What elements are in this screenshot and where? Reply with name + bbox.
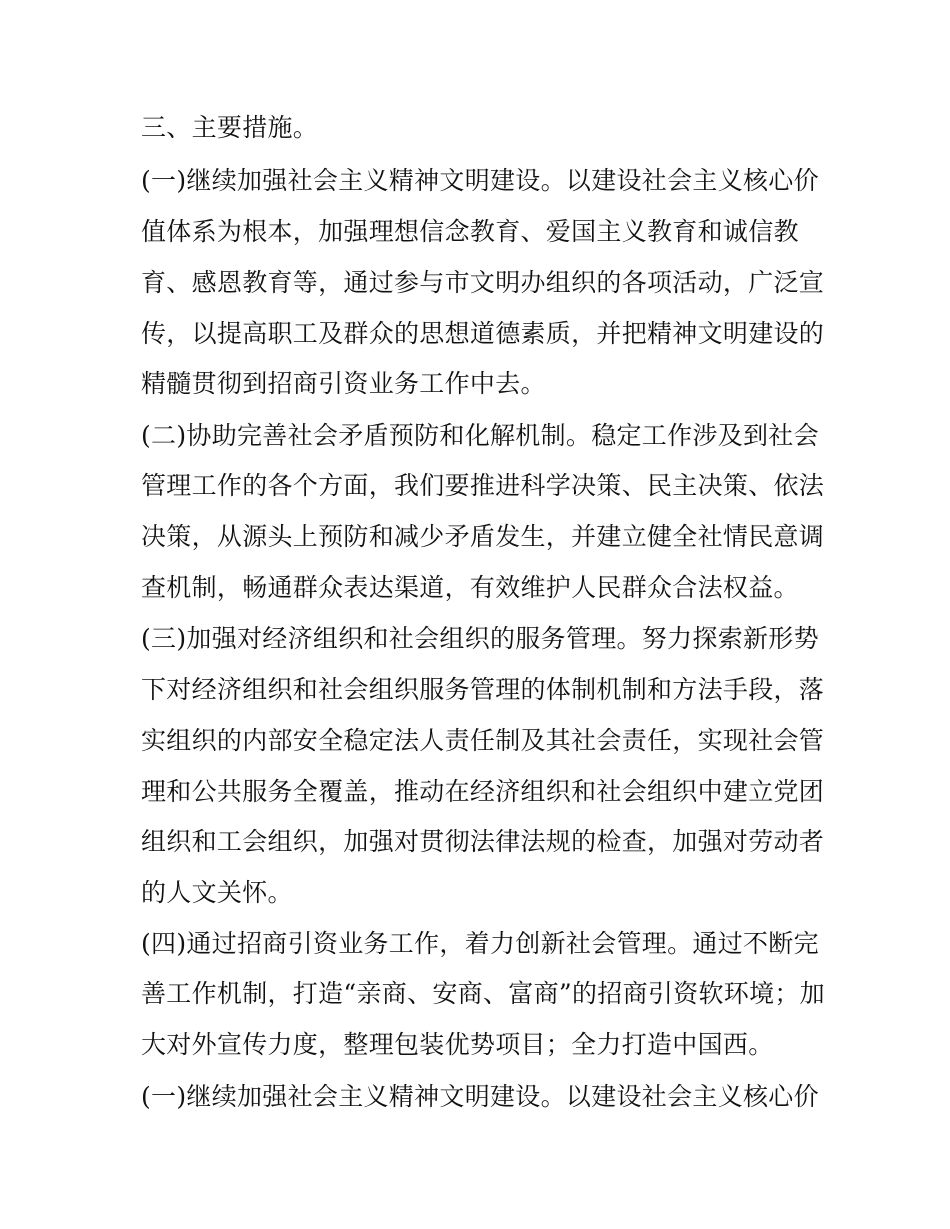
text-line: 善工作机制，打造“亲商、安商、富商”的招商引资软环境；加 [141,979,825,1008]
text-line: 大对外宣传力度，整理包装优势项目；全力打造中国西。 [141,1030,774,1059]
text-line: 的人文关怀。 [141,878,293,907]
text-line: 精髓贯彻到招商引资业务工作中去。 [141,369,546,398]
text-line: (三)加强对经济组织和社会组织的服务管理。努力探索新形势 [141,624,819,653]
text-line: 实组织的内部安全稳定法人责任制及其社会责任，实现社会管 [141,726,825,755]
text-line: 管理工作的各个方面，我们要推进科学决策、民主决策、依法 [141,471,825,500]
text-line: 传，以提高职工及群众的思想道德素质，并把精神文明建设的 [141,319,825,348]
section-heading: 三、主要措施。 [141,113,319,142]
text-line: 育、感恩教育等，通过参与市文明办组织的各项活动，广泛宣 [141,268,825,297]
text-line: 组织和工会组织，加强对贯彻法律法规的检查，加强对劳动者 [141,827,825,856]
text-line: 值体系为根本，加强理想信念教育、爱国主义教育和诚信教 [141,217,799,246]
text-line: 下对经济组织和社会组织服务管理的体制机制和方法手段，落 [141,675,825,704]
text-line: 理和公共服务全覆盖，推动在经济组织和社会组织中建立党团 [141,777,825,806]
text-line: 查机制，畅通群众表达渠道，有效维护人民群众合法权益。 [141,573,799,602]
text-line: (一)继续加强社会主义精神文明建设。以建设社会主义核心价 [141,166,819,195]
text-line: (二)协助完善社会矛盾预防和化解机制。稳定工作涉及到社会 [141,421,819,450]
text-line: (一)继续加强社会主义精神文明建设。以建设社会主义核心价 [141,1082,819,1111]
text-line: (四)通过招商引资业务工作，着力创新社会管理。通过不断完 [141,929,819,958]
text-line: 决策，从源头上预防和减少矛盾发生，并建立健全社情民意调 [141,522,825,551]
